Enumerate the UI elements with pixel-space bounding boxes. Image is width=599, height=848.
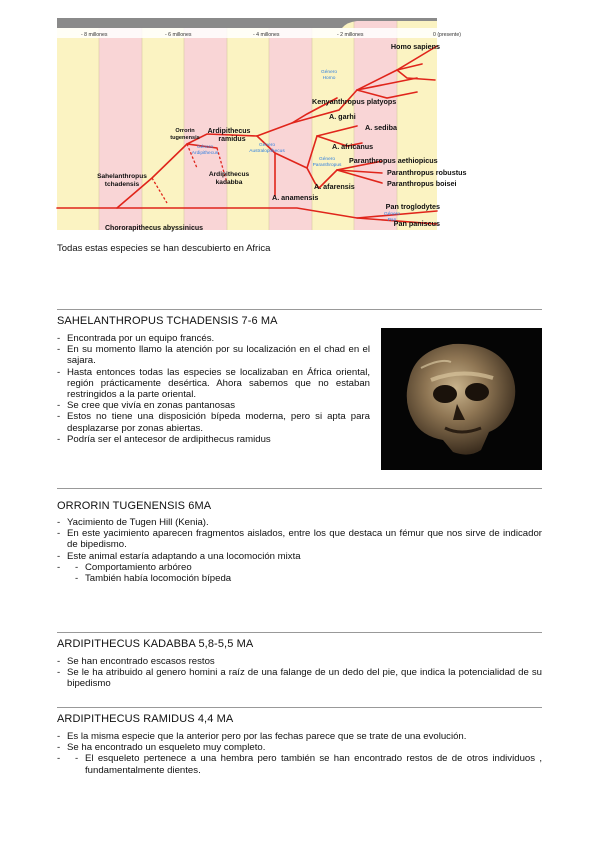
kadabba-bullets xyxy=(57,656,542,690)
genus-pan-2: Pan xyxy=(387,218,397,223)
section-title-orrorin: ORRORIN TUGENENSIS 6MA xyxy=(57,500,212,512)
genus-pan: Género xyxy=(384,212,400,217)
label-pan-troglodytes: Pan troglodytes xyxy=(385,202,440,211)
label-sahelanthropus: Sahelanthropus xyxy=(97,173,147,180)
genus-ardipithecus-2: Ardipithecus xyxy=(191,151,219,156)
label-homo-sapiens: Homo sapiens xyxy=(390,42,440,51)
list-item: - Este animal estaría adaptando a una locomoción mixta xyxy=(57,551,542,562)
label-orrorin: Orrorin xyxy=(175,128,195,134)
genus-homo: Género xyxy=(321,70,337,75)
timescale-6ma: - 6 millones xyxy=(165,32,192,38)
genus-homo-2: Homo xyxy=(322,76,336,81)
tree-caption: Todas estas especies se han descubierto en Africa xyxy=(57,243,271,254)
genus-paranthropus-2: Paranthropus xyxy=(312,163,342,168)
label-robustus: Paranthropus robustus xyxy=(387,168,467,177)
list-item-sub xyxy=(57,562,542,584)
genus-australopithecus: Género xyxy=(259,143,275,148)
list-item: - Es la misma especie que la anterior pero por las fechas parece que se trate de una evolución. xyxy=(57,731,542,742)
timescale-4ma: - 4 millones xyxy=(253,32,280,38)
list-item: - Podría ser el antecesor de ardipithecus ramidus xyxy=(57,434,370,445)
section-divider xyxy=(57,632,542,633)
label-garhi: A. garhi xyxy=(329,112,356,121)
label-orrorin-2: tugenensis xyxy=(170,135,200,141)
list-item: - Se ha encontrado un esqueleto muy completo. xyxy=(57,742,542,753)
genus-australopithecus-2: Australopithecus xyxy=(249,149,285,154)
label-ardipithecus-ramidus: Ardipithecus xyxy=(207,128,251,135)
hominin-phylogeny-diagram xyxy=(57,18,467,232)
list-item: - Se cree que vivía en zonas pantanosas xyxy=(57,400,370,411)
sahelanthropus-skull-photo xyxy=(381,328,542,470)
genus-paranthropus: Género xyxy=(319,157,335,162)
section-title-ramidus: ARDIPITHECUS RAMIDUS 4,4 MA xyxy=(57,713,234,725)
label-afarensis: A. afarensis xyxy=(314,182,355,191)
label-kenyanthropus: Kenyanthropus platyops xyxy=(312,97,397,106)
list-item: - Estos no tiene una disposición bípeda moderna, pero si apta para desplazarse por zonas abiertas. xyxy=(57,411,370,433)
label-ardipithecus-kadabba: Ardipithecus xyxy=(208,171,250,178)
list-item: - Hasta entonces todas las especies se localizaban en África oriental, región prácticamente desértica. Ahora sabemos que no estaban restringidos a la parte oriental. xyxy=(57,367,370,401)
timescale-present: 0 (presente) xyxy=(433,32,461,38)
label-sediba: A. sediba xyxy=(365,123,397,132)
sub-list-item: - - El esqueleto pertenece a una hembra pero también se han encontrado restos de de otros individuos , fundamentalmente dientes. xyxy=(75,753,542,775)
sub-list-item: - También había locomoción bípeda xyxy=(75,573,542,584)
section-title-sahelanthropus: SAHELANTHROPUS TCHADENSIS 7-6 MA xyxy=(57,315,278,327)
label-chororapithecus: Chororapithecus abyssinicus xyxy=(105,225,204,232)
section-divider xyxy=(57,309,542,310)
genus-ardipithecus: Género xyxy=(197,145,213,150)
label-ardipithecus-kadabba-2: kadabba xyxy=(215,179,243,186)
ramidus-bullets xyxy=(57,731,542,776)
section-title-kadabba: ARDIPITHECUS KADABBA 5,8-5,5 MA xyxy=(57,638,254,650)
label-anamensis: A. anamensis xyxy=(272,193,319,202)
list-item: - En su momento llamo la atención por su localización en el chad en el sajara. xyxy=(57,344,370,366)
orrorin-bullets xyxy=(57,517,542,584)
label-aethiopicus: Paranthropus aethiopicus xyxy=(349,156,438,165)
list-item: - En este yacimiento aparecen fragmentos aislados, entre los que destaca un fémur que nos sirve de indicador de bipedismo. xyxy=(57,528,542,550)
label-boisei: Paranthropus boisei xyxy=(387,179,457,188)
label-sahelanthropus-2: tchadensis xyxy=(104,181,140,188)
list-item-sub xyxy=(57,753,542,775)
section-divider xyxy=(57,488,542,489)
label-africanus: A. africanus xyxy=(332,142,374,151)
sahelanthropus-bullets xyxy=(57,333,370,445)
list-item: - Se le ha atribuido al genero homini a raíz de una falange de un dedo del pie, que indica la potencialidad de su bipedismo xyxy=(57,667,542,689)
timescale-8ma: - 8 millones xyxy=(81,32,108,38)
list-item: - Encontrada por un equipo francés. xyxy=(57,333,370,344)
section-divider xyxy=(57,707,542,708)
sub-list-item: - - Comportamiento arbóreo xyxy=(75,562,542,573)
list-item: - Yacimiento de Tugen Hill (Kenia). xyxy=(57,517,542,528)
list-item: - Se han encontrado escasos restos xyxy=(57,656,542,667)
label-ardipithecus-ramidus-2: ramidus xyxy=(218,136,246,143)
timescale-2ma: - 2 millones xyxy=(337,32,364,38)
label-pan-paniscus: Pan paniscus xyxy=(393,219,440,228)
